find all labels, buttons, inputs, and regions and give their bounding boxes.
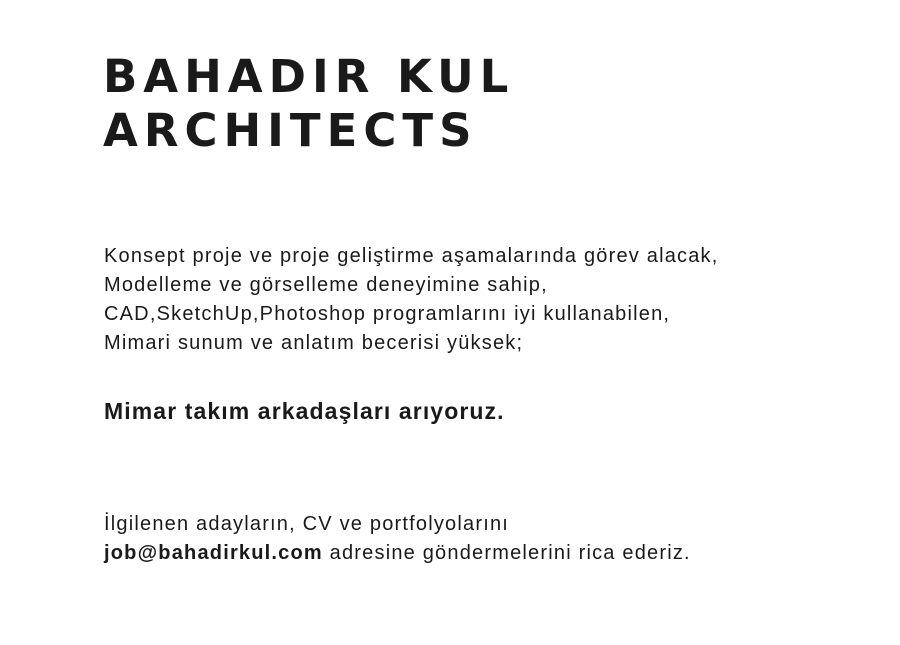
logo-line-1: BAHADIR KUL xyxy=(103,50,515,103)
email-address[interactable]: job@bahadirkul.com xyxy=(104,542,323,564)
job-headline: Mimar takım arkadaşları arıyoruz. xyxy=(104,398,505,424)
job-requirements xyxy=(104,242,719,358)
requirement-line: CAD,SketchUp,Photoshop programlarını iyi kullanabilen, xyxy=(104,303,671,325)
contact-line-2-text: adresine göndermelerini rica ederiz. xyxy=(322,542,691,564)
requirement-line: Modelleme ve görselleme deneyimine sahip, xyxy=(104,274,548,296)
logo-line-2: ARCHITECTS xyxy=(103,104,478,157)
requirement-line: Konsept proje ve proje geliştirme aşamalarında görev alacak, xyxy=(104,245,719,267)
contact-line-1: İlgilenen adayların, CV ve portfolyolarını xyxy=(104,513,510,535)
contact-info xyxy=(104,510,691,568)
company-logo xyxy=(103,50,514,158)
contact-line-2 xyxy=(104,539,691,568)
requirement-line: Mimari sunum ve anlatım becerisi yüksek; xyxy=(104,332,524,354)
